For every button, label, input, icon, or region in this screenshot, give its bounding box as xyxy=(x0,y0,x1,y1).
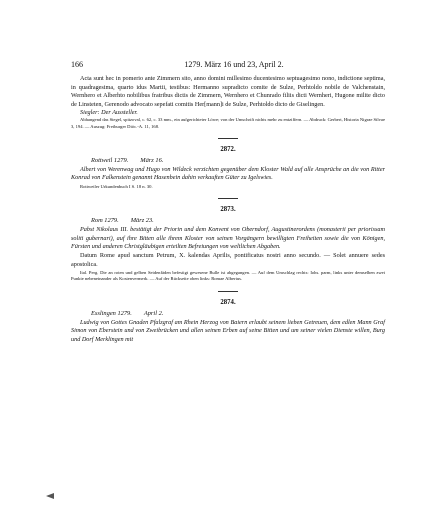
entry-place: Esslingen 1279. xyxy=(91,309,132,317)
entry-place: Rottweil 1279. xyxy=(91,156,129,164)
entry-note: Rottweiler Urkundenbuch I S. 18 n. 30. xyxy=(80,183,153,189)
entry-2873 xyxy=(71,206,385,282)
intro-paragraph: Acta sunt hec in pomerio ante Zimmern sito, anno domini millesimo ducentesimo septuagesimo nono, indictione septima, in quadragesima, quarto idus Martii, testibus: Hermanno supradicto comite de Sulze, Perhtoldo nobile de Valchenstain, Wernhero et Alberhto nobilibus fratribus dictis de Zimmern, Wernhero et Chunrado filiis dicti Wernheri, Hugone milite dicto de Linsteten, Gerenodo advocato sepefati comitis Her[mann]i de Sulze, Perhtoldo dicto de Giselingen. xyxy=(71,75,385,108)
intro-note: Abhangend das Siegel, spitzoval, c. 62, c. 33 mm., ein aufgerichteter Löwe; von der Umschrift nichts mehr zu entziffern. — Abdruck: Gerbert, Historia Nigrae Silvae 3, 194. — Auszug: Freiburger Diöc.-A. 11, 168. xyxy=(71,117,385,129)
entry-regest: Pabst Nikolaus III. bestätigt der Priorin und dem Konvent von Oberndorf, Augustinerordens (monasterii per priorissam soliti gubernari), auf ihre Bitten alle ihrem Kloster von seinen Vorgängern bewilligten Freiheiten sowie die von Königen, Fürsten und anderen Christgläubigen erteilten Befreiungen von weltlichen Abgaben. xyxy=(71,226,385,251)
entry-number: 2872. xyxy=(220,145,236,153)
entry-regest: Albert von Werenwag und Hugo von Wildeck verzichten gegenüber dem Kloster Wald auf alle Ansprüche an die von Ritter Konrad von Falkenstein genannt Hasenbein dahin verkauften Güter zu Igelswies. xyxy=(71,165,385,182)
entry-place-date xyxy=(71,310,385,317)
entry-place-date xyxy=(71,157,385,164)
entry-regest: Ludwig von Gottes Gnaden Pfalzgraf am Rhein Herzog von Baiern erlaubt seinem lieben Getreuen, dem edlen Mann Graf Simon von Eberstein und von Zweibrücken und allen seinen Erben auf seine Bitten und um seiner vielen Dienste willen, Burg und Dorf Merklingen mit xyxy=(71,318,385,343)
entry-paragraph: Datum Rome apud sanctum Petrum, X. kalendas Aprilis, pontificatus nostri anno secundo. — Solet annuere sedes apostolica. xyxy=(71,251,385,268)
entry-place: Rom 1279. xyxy=(91,217,119,225)
entry-number: 2873. xyxy=(220,206,236,214)
entry-note: Ital. Perg. Die an roten und gelben Seidenfäden befestigt gewesene Bulle ist abgegangen. — Auf dem Umschlag rechts: Iohs. parm, links unter demselben zwei Punkte nebeneinander als Kostenvermerk. — Auf der Rückseite oben links: Romae Albertus. xyxy=(71,270,385,282)
entry-place-date xyxy=(71,217,385,224)
entry-2872 xyxy=(71,146,385,190)
page-marker-triangle-icon xyxy=(46,493,54,499)
entry-day: März 23. xyxy=(130,217,154,225)
entry-number: 2874. xyxy=(220,298,236,306)
intro-signature: Siegler: Der Aussteller. xyxy=(80,109,138,117)
separator-rule xyxy=(218,198,238,199)
entry-2874 xyxy=(71,299,385,345)
entry-day: April 2. xyxy=(143,309,164,317)
entry-day: März 16. xyxy=(140,156,164,164)
separator-rule xyxy=(218,291,238,292)
running-header xyxy=(71,60,385,69)
running-title: 1279. März 16 und 23, April 2. xyxy=(184,60,284,69)
page-number: 166 xyxy=(71,60,83,69)
separator-rule xyxy=(218,138,238,139)
